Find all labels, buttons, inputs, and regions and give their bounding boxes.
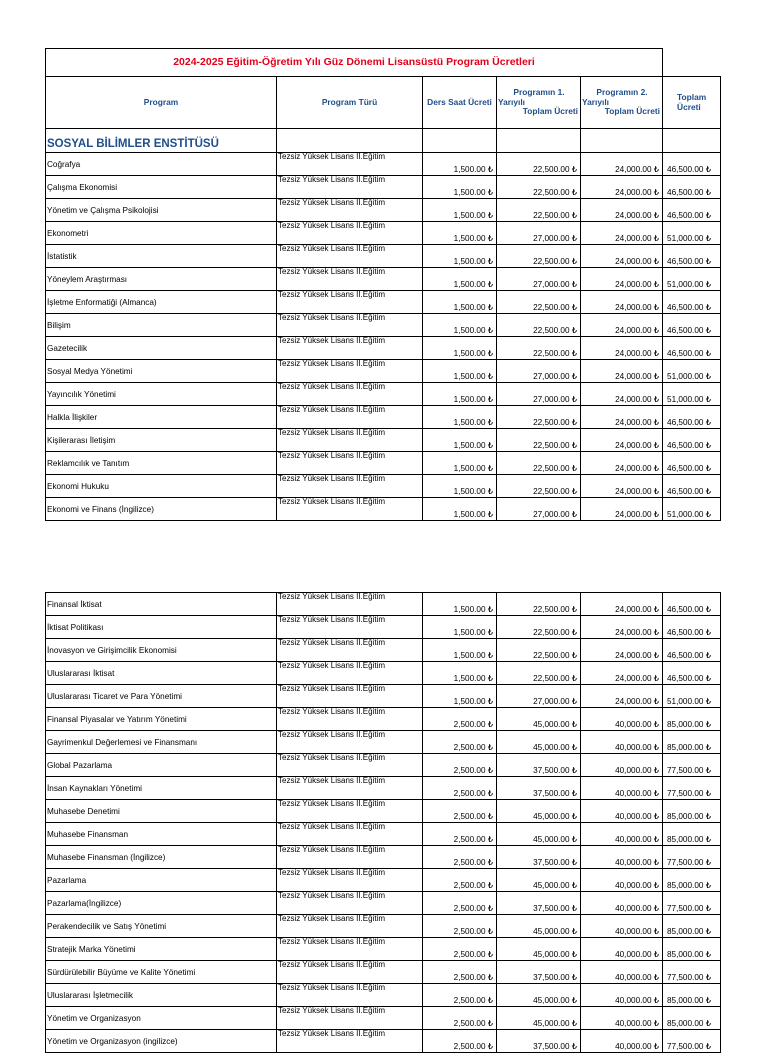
table-row xyxy=(46,199,721,222)
semester-2-fee-cell: 24,000.00 ₺ xyxy=(581,616,663,639)
total-fee-cell: 46,500.00 ₺ xyxy=(663,199,721,222)
title-blank-cell xyxy=(663,49,721,77)
total-fee-cell: 51,000.00 ₺ xyxy=(663,222,721,245)
program-type-cell: Tezsiz Yüksek Lisans II.Eğitim xyxy=(277,800,423,823)
program-name-cell: Gazetecilik xyxy=(46,337,277,360)
hourly-fee-cell: 1,500.00 ₺ xyxy=(423,452,497,475)
program-name-cell: Coğrafya xyxy=(46,153,277,176)
hourly-fee-cell: 2,500.00 ₺ xyxy=(423,823,497,846)
semester-2-fee-cell: 24,000.00 ₺ xyxy=(581,360,663,383)
semester-2-fee-cell: 24,000.00 ₺ xyxy=(581,593,663,616)
hourly-fee-cell: 2,500.00 ₺ xyxy=(423,938,497,961)
semester-1-fee-cell: 45,000.00 ₺ xyxy=(497,800,581,823)
program-name-cell: Finansal Piyasalar ve Yatırım Yönetimi xyxy=(46,708,277,731)
hourly-fee-cell: 1,500.00 ₺ xyxy=(423,314,497,337)
program-name-cell: Halkla İlişkiler xyxy=(46,406,277,429)
semester-2-fee-cell: 24,000.00 ₺ xyxy=(581,383,663,406)
table-row xyxy=(46,245,721,268)
total-fee-cell: 46,500.00 ₺ xyxy=(663,429,721,452)
hourly-fee-cell: 1,500.00 ₺ xyxy=(423,685,497,708)
program-type-cell: Tezsiz Yüksek Lisans II.Eğitim xyxy=(277,685,423,708)
section-row xyxy=(46,129,721,153)
program-name-cell: Sosyal Medya Yönetimi xyxy=(46,360,277,383)
semester-1-fee-cell: 45,000.00 ₺ xyxy=(497,823,581,846)
table-1-body xyxy=(46,153,721,521)
header-sem1-line3: Toplam Ücreti xyxy=(522,106,578,117)
hourly-fee-cell: 2,500.00 ₺ xyxy=(423,1007,497,1030)
semester-2-fee-cell: 24,000.00 ₺ xyxy=(581,176,663,199)
hourly-fee-cell: 2,500.00 ₺ xyxy=(423,1030,497,1053)
program-type-cell: Tezsiz Yüksek Lisans II.Eğitim xyxy=(277,452,423,475)
program-type-cell: Tezsiz Yüksek Lisans II.Eğitim xyxy=(277,869,423,892)
table-row xyxy=(46,314,721,337)
semester-1-fee-cell: 27,000.00 ₺ xyxy=(497,498,581,521)
table-row xyxy=(46,616,721,639)
table-row xyxy=(46,639,721,662)
table-row xyxy=(46,915,721,938)
section-empty-cell xyxy=(581,129,663,153)
program-type-cell: Tezsiz Yüksek Lisans II.Eğitim xyxy=(277,593,423,616)
hourly-fee-cell: 2,500.00 ₺ xyxy=(423,731,497,754)
table-row xyxy=(46,662,721,685)
program-type-cell: Tezsiz Yüksek Lisans II.Eğitim xyxy=(277,176,423,199)
program-name-cell: Yönetim ve Organizasyon (ingilizce) xyxy=(46,1030,277,1053)
table-row xyxy=(46,777,721,800)
semester-1-fee-cell: 37,500.00 ₺ xyxy=(497,892,581,915)
total-fee-cell: 46,500.00 ₺ xyxy=(663,337,721,360)
hourly-fee-cell: 1,500.00 ₺ xyxy=(423,153,497,176)
total-fee-cell: 85,000.00 ₺ xyxy=(663,708,721,731)
program-type-cell: Tezsiz Yüksek Lisans II.Eğitim xyxy=(277,777,423,800)
table-row xyxy=(46,846,721,869)
total-fee-cell: 77,500.00 ₺ xyxy=(663,777,721,800)
semester-1-fee-cell: 22,500.00 ₺ xyxy=(497,662,581,685)
table-row xyxy=(46,360,721,383)
semester-1-fee-cell: 27,000.00 ₺ xyxy=(497,360,581,383)
program-type-cell: Tezsiz Yüksek Lisans II.Eğitim xyxy=(277,915,423,938)
program-name-cell: İnsan Kaynakları Yönetimi xyxy=(46,777,277,800)
header-sem2-line3: Toplam Ücreti xyxy=(604,106,661,117)
header-sem2-line1: Programın 2. xyxy=(596,87,648,98)
section-empty-cell xyxy=(277,129,423,153)
hourly-fee-cell: 1,500.00 ₺ xyxy=(423,268,497,291)
program-type-cell: Tezsiz Yüksek Lisans II.Eğitim xyxy=(277,153,423,176)
program-name-cell: Ekonomi ve Finans (İngilizce) xyxy=(46,498,277,521)
program-name-cell: Muhasebe Finansman (İngilizce) xyxy=(46,846,277,869)
program-type-cell: Tezsiz Yüksek Lisans II.Eğitim xyxy=(277,337,423,360)
total-fee-cell: 85,000.00 ₺ xyxy=(663,800,721,823)
semester-2-fee-cell: 40,000.00 ₺ xyxy=(581,754,663,777)
total-fee-cell: 85,000.00 ₺ xyxy=(663,1007,721,1030)
total-fee-cell: 85,000.00 ₺ xyxy=(663,823,721,846)
semester-2-fee-cell: 24,000.00 ₺ xyxy=(581,268,663,291)
program-type-cell: Tezsiz Yüksek Lisans II.Eğitim xyxy=(277,754,423,777)
semester-2-fee-cell: 24,000.00 ₺ xyxy=(581,498,663,521)
table-row xyxy=(46,754,721,777)
table-row xyxy=(46,176,721,199)
table-row xyxy=(46,406,721,429)
total-fee-cell: 46,500.00 ₺ xyxy=(663,245,721,268)
semester-2-fee-cell: 40,000.00 ₺ xyxy=(581,846,663,869)
program-name-cell: Ekonomi Hukuku xyxy=(46,475,277,498)
semester-1-fee-cell: 22,500.00 ₺ xyxy=(497,314,581,337)
hourly-fee-cell: 2,500.00 ₺ xyxy=(423,984,497,1007)
table-row xyxy=(46,823,721,846)
table-row xyxy=(46,708,721,731)
hourly-fee-cell: 1,500.00 ₺ xyxy=(423,662,497,685)
total-fee-cell: 46,500.00 ₺ xyxy=(663,291,721,314)
program-name-cell: Muhasebe Finansman xyxy=(46,823,277,846)
total-fee-cell: 77,500.00 ₺ xyxy=(663,961,721,984)
semester-1-fee-cell: 27,000.00 ₺ xyxy=(497,383,581,406)
hourly-fee-cell: 1,500.00 ₺ xyxy=(423,429,497,452)
total-fee-cell: 85,000.00 ₺ xyxy=(663,869,721,892)
semester-1-fee-cell: 45,000.00 ₺ xyxy=(497,708,581,731)
program-name-cell: İşletme Enformatiği (Almanca) xyxy=(46,291,277,314)
hourly-fee-cell: 1,500.00 ₺ xyxy=(423,616,497,639)
program-type-cell: Tezsiz Yüksek Lisans II.Eğitim xyxy=(277,662,423,685)
column-header-row xyxy=(46,77,721,129)
semester-1-fee-cell: 37,500.00 ₺ xyxy=(497,777,581,800)
hourly-fee-cell: 2,500.00 ₺ xyxy=(423,846,497,869)
semester-2-fee-cell: 40,000.00 ₺ xyxy=(581,961,663,984)
total-fee-cell: 77,500.00 ₺ xyxy=(663,754,721,777)
table-row xyxy=(46,800,721,823)
program-name-cell: Uluslararası Ticaret ve Para Yönetimi xyxy=(46,685,277,708)
table-row xyxy=(46,498,721,521)
semester-1-fee-cell: 22,500.00 ₺ xyxy=(497,176,581,199)
program-name-cell: Uluslararası İktisat xyxy=(46,662,277,685)
program-name-cell: İstatistik xyxy=(46,245,277,268)
header-sem2-line2: Yarıyılı xyxy=(582,96,610,107)
table-row xyxy=(46,153,721,176)
section-empty-cell xyxy=(423,129,497,153)
header-sem1-line2: Yarıyılı xyxy=(498,96,526,107)
semester-1-fee-cell: 27,000.00 ₺ xyxy=(497,268,581,291)
program-name-cell: Perakendecilik ve Satış Yönetimi xyxy=(46,915,277,938)
semester-1-fee-cell: 22,500.00 ₺ xyxy=(497,291,581,314)
semester-2-fee-cell: 40,000.00 ₺ xyxy=(581,938,663,961)
semester-2-fee-cell: 40,000.00 ₺ xyxy=(581,800,663,823)
semester-2-fee-cell: 40,000.00 ₺ xyxy=(581,731,663,754)
semester-1-fee-cell: 45,000.00 ₺ xyxy=(497,938,581,961)
table-row xyxy=(46,429,721,452)
hourly-fee-cell: 1,500.00 ₺ xyxy=(423,475,497,498)
program-name-cell: Uluslararası İşletmecilik xyxy=(46,984,277,1007)
program-name-cell: Kişilerarası İletişim xyxy=(46,429,277,452)
semester-1-fee-cell: 45,000.00 ₺ xyxy=(497,1007,581,1030)
semester-2-fee-cell: 24,000.00 ₺ xyxy=(581,452,663,475)
hourly-fee-cell: 1,500.00 ₺ xyxy=(423,291,497,314)
semester-2-fee-cell: 24,000.00 ₺ xyxy=(581,337,663,360)
program-type-cell: Tezsiz Yüksek Lisans II.Eğitim xyxy=(277,639,423,662)
program-type-cell: Tezsiz Yüksek Lisans II.Eğitim xyxy=(277,961,423,984)
program-name-cell: Global Pazarlama xyxy=(46,754,277,777)
table-row xyxy=(46,869,721,892)
header-semester-2-total xyxy=(581,77,663,129)
table-row xyxy=(46,452,721,475)
semester-1-fee-cell: 45,000.00 ₺ xyxy=(497,915,581,938)
semester-1-fee-cell: 37,500.00 ₺ xyxy=(497,846,581,869)
semester-1-fee-cell: 37,500.00 ₺ xyxy=(497,961,581,984)
program-type-cell: Tezsiz Yüksek Lisans II.Eğitim xyxy=(277,846,423,869)
program-type-cell: Tezsiz Yüksek Lisans II.Eğitim xyxy=(277,429,423,452)
program-name-cell: Stratejik Marka Yönetimi xyxy=(46,938,277,961)
semester-1-fee-cell: 27,000.00 ₺ xyxy=(497,222,581,245)
semester-2-fee-cell: 40,000.00 ₺ xyxy=(581,984,663,1007)
program-name-cell: Gayrimenkul Değerlemesi ve Finansmanı xyxy=(46,731,277,754)
hourly-fee-cell: 2,500.00 ₺ xyxy=(423,708,497,731)
total-fee-cell: 85,000.00 ₺ xyxy=(663,938,721,961)
program-type-cell: Tezsiz Yüksek Lisans II.Eğitim xyxy=(277,823,423,846)
total-fee-cell: 46,500.00 ₺ xyxy=(663,452,721,475)
semester-2-fee-cell: 24,000.00 ₺ xyxy=(581,406,663,429)
semester-2-fee-cell: 40,000.00 ₺ xyxy=(581,892,663,915)
total-fee-cell: 51,000.00 ₺ xyxy=(663,498,721,521)
hourly-fee-cell: 1,500.00 ₺ xyxy=(423,593,497,616)
table-row xyxy=(46,1030,721,1053)
table-row xyxy=(46,593,721,616)
semester-1-fee-cell: 37,500.00 ₺ xyxy=(497,754,581,777)
program-name-cell: Yayıncılık Yönetimi xyxy=(46,383,277,406)
fee-table-page-bottom xyxy=(45,592,721,1053)
program-name-cell: Yöneylem Araştırması xyxy=(46,268,277,291)
hourly-fee-cell: 2,500.00 ₺ xyxy=(423,800,497,823)
hourly-fee-cell: 1,500.00 ₺ xyxy=(423,383,497,406)
semester-2-fee-cell: 40,000.00 ₺ xyxy=(581,915,663,938)
total-fee-cell: 46,500.00 ₺ xyxy=(663,153,721,176)
hourly-fee-cell: 1,500.00 ₺ xyxy=(423,360,497,383)
semester-1-fee-cell: 22,500.00 ₺ xyxy=(497,452,581,475)
total-fee-cell: 51,000.00 ₺ xyxy=(663,268,721,291)
semester-2-fee-cell: 24,000.00 ₺ xyxy=(581,639,663,662)
hourly-fee-cell: 1,500.00 ₺ xyxy=(423,337,497,360)
program-type-cell: Tezsiz Yüksek Lisans II.Eğitim xyxy=(277,616,423,639)
semester-2-fee-cell: 24,000.00 ₺ xyxy=(581,245,663,268)
header-semester-1-total xyxy=(497,77,581,129)
semester-2-fee-cell: 24,000.00 ₺ xyxy=(581,291,663,314)
semester-1-fee-cell: 22,500.00 ₺ xyxy=(497,593,581,616)
program-type-cell: Tezsiz Yüksek Lisans II.Eğitim xyxy=(277,984,423,1007)
semester-1-fee-cell: 22,500.00 ₺ xyxy=(497,245,581,268)
total-fee-cell: 46,500.00 ₺ xyxy=(663,406,721,429)
program-name-cell: Yönetim ve Çalışma Psikolojisi xyxy=(46,199,277,222)
total-fee-cell: 46,500.00 ₺ xyxy=(663,639,721,662)
total-fee-cell: 46,500.00 ₺ xyxy=(663,314,721,337)
hourly-fee-cell: 2,500.00 ₺ xyxy=(423,915,497,938)
program-type-cell: Tezsiz Yüksek Lisans II.Eğitim xyxy=(277,199,423,222)
program-type-cell: Tezsiz Yüksek Lisans II.Eğitim xyxy=(277,892,423,915)
total-fee-cell: 46,500.00 ₺ xyxy=(663,475,721,498)
hourly-fee-cell: 1,500.00 ₺ xyxy=(423,406,497,429)
program-name-cell: Ekonometri xyxy=(46,222,277,245)
program-name-cell: Muhasebe Denetimi xyxy=(46,800,277,823)
semester-2-fee-cell: 40,000.00 ₺ xyxy=(581,777,663,800)
hourly-fee-cell: 2,500.00 ₺ xyxy=(423,754,497,777)
semester-1-fee-cell: 22,500.00 ₺ xyxy=(497,199,581,222)
hourly-fee-cell: 2,500.00 ₺ xyxy=(423,961,497,984)
semester-1-fee-cell: 22,500.00 ₺ xyxy=(497,639,581,662)
program-type-cell: Tezsiz Yüksek Lisans II.Eğitim xyxy=(277,268,423,291)
table-row xyxy=(46,984,721,1007)
hourly-fee-cell: 2,500.00 ₺ xyxy=(423,869,497,892)
total-fee-cell: 51,000.00 ₺ xyxy=(663,383,721,406)
program-type-cell: Tezsiz Yüksek Lisans II.Eğitim xyxy=(277,1007,423,1030)
document-title: 2024-2025 Eğitim-Öğretim Yılı Güz Dönemi Lisansüstü Program Ücretleri xyxy=(46,49,663,77)
total-fee-cell: 51,000.00 ₺ xyxy=(663,685,721,708)
semester-2-fee-cell: 24,000.00 ₺ xyxy=(581,199,663,222)
semester-1-fee-cell: 22,500.00 ₺ xyxy=(497,337,581,360)
semester-1-fee-cell: 45,000.00 ₺ xyxy=(497,731,581,754)
header-total-line2: Ücreti xyxy=(677,101,701,112)
program-type-cell: Tezsiz Yüksek Lisans II.Eğitim xyxy=(277,222,423,245)
semester-1-fee-cell: 22,500.00 ₺ xyxy=(497,406,581,429)
semester-2-fee-cell: 24,000.00 ₺ xyxy=(581,314,663,337)
table-row xyxy=(46,1007,721,1030)
program-type-cell: Tezsiz Yüksek Lisans II.Eğitim xyxy=(277,1030,423,1053)
total-fee-cell: 85,000.00 ₺ xyxy=(663,915,721,938)
hourly-fee-cell: 1,500.00 ₺ xyxy=(423,245,497,268)
total-fee-cell: 77,500.00 ₺ xyxy=(663,846,721,869)
total-fee-cell: 46,500.00 ₺ xyxy=(663,616,721,639)
header-program-type: Program Türü xyxy=(277,77,423,129)
table-row xyxy=(46,892,721,915)
program-type-cell: Tezsiz Yüksek Lisans II.Eğitim xyxy=(277,291,423,314)
table-row xyxy=(46,731,721,754)
section-title: SOSYAL BİLİMLER ENSTİTÜSÜ xyxy=(46,129,277,153)
semester-2-fee-cell: 40,000.00 ₺ xyxy=(581,823,663,846)
total-fee-cell: 46,500.00 ₺ xyxy=(663,662,721,685)
header-hourly-fee: Ders Saat Ücreti xyxy=(423,77,497,129)
semester-1-fee-cell: 37,500.00 ₺ xyxy=(497,1030,581,1053)
program-type-cell: Tezsiz Yüksek Lisans II.Eğitim xyxy=(277,938,423,961)
table-row xyxy=(46,685,721,708)
semester-2-fee-cell: 40,000.00 ₺ xyxy=(581,708,663,731)
program-name-cell: Pazarlama xyxy=(46,869,277,892)
semester-1-fee-cell: 45,000.00 ₺ xyxy=(497,869,581,892)
semester-2-fee-cell: 40,000.00 ₺ xyxy=(581,1007,663,1030)
program-type-cell: Tezsiz Yüksek Lisans II.Eğitim xyxy=(277,475,423,498)
total-fee-cell: 77,500.00 ₺ xyxy=(663,1030,721,1053)
program-name-cell: İnovasyon ve Girişimcilik Ekonomisi xyxy=(46,639,277,662)
section-empty-cell xyxy=(663,129,721,153)
program-name-cell: Finansal İktisat xyxy=(46,593,277,616)
table-row xyxy=(46,222,721,245)
hourly-fee-cell: 1,500.00 ₺ xyxy=(423,199,497,222)
program-type-cell: Tezsiz Yüksek Lisans II.Eğitim xyxy=(277,708,423,731)
semester-1-fee-cell: 22,500.00 ₺ xyxy=(497,429,581,452)
program-name-cell: İktisat Politikası xyxy=(46,616,277,639)
semester-2-fee-cell: 24,000.00 ₺ xyxy=(581,222,663,245)
total-fee-cell: 85,000.00 ₺ xyxy=(663,731,721,754)
table-row xyxy=(46,938,721,961)
program-name-cell: Pazarlama(İngilizce) xyxy=(46,892,277,915)
semester-1-fee-cell: 27,000.00 ₺ xyxy=(497,685,581,708)
total-fee-cell: 46,500.00 ₺ xyxy=(663,593,721,616)
semester-1-fee-cell: 22,500.00 ₺ xyxy=(497,616,581,639)
program-name-cell: Yönetim ve Organizasyon xyxy=(46,1007,277,1030)
program-name-cell: Çalışma Ekonomisi xyxy=(46,176,277,199)
semester-2-fee-cell: 24,000.00 ₺ xyxy=(581,153,663,176)
program-name-cell: Bilişim xyxy=(46,314,277,337)
hourly-fee-cell: 2,500.00 ₺ xyxy=(423,892,497,915)
header-total-fee xyxy=(663,77,721,129)
semester-2-fee-cell: 24,000.00 ₺ xyxy=(581,475,663,498)
table-row xyxy=(46,383,721,406)
semester-2-fee-cell: 24,000.00 ₺ xyxy=(581,662,663,685)
program-type-cell: Tezsiz Yüksek Lisans II.Eğitim xyxy=(277,383,423,406)
table-row xyxy=(46,475,721,498)
section-empty-cell xyxy=(497,129,581,153)
hourly-fee-cell: 1,500.00 ₺ xyxy=(423,498,497,521)
fee-table-page-top xyxy=(45,48,721,521)
program-name-cell: Reklamcılık ve Tanıtım xyxy=(46,452,277,475)
program-type-cell: Tezsiz Yüksek Lisans II.Eğitim xyxy=(277,731,423,754)
table-row xyxy=(46,291,721,314)
table-2-body xyxy=(46,593,721,1053)
total-fee-cell: 85,000.00 ₺ xyxy=(663,984,721,1007)
program-type-cell: Tezsiz Yüksek Lisans II.Eğitim xyxy=(277,360,423,383)
total-fee-cell: 51,000.00 ₺ xyxy=(663,360,721,383)
program-name-cell: Sürdürülebilir Büyüme ve Kalite Yönetimi xyxy=(46,961,277,984)
header-sem1-line1: Programın 1. xyxy=(513,87,565,98)
semester-1-fee-cell: 22,500.00 ₺ xyxy=(497,153,581,176)
table-row xyxy=(46,337,721,360)
total-fee-cell: 77,500.00 ₺ xyxy=(663,892,721,915)
total-fee-cell: 46,500.00 ₺ xyxy=(663,176,721,199)
hourly-fee-cell: 1,500.00 ₺ xyxy=(423,222,497,245)
semester-1-fee-cell: 45,000.00 ₺ xyxy=(497,984,581,1007)
header-total-line1: Toplam xyxy=(677,91,707,102)
program-type-cell: Tezsiz Yüksek Lisans II.Eğitim xyxy=(277,498,423,521)
table-row xyxy=(46,961,721,984)
semester-1-fee-cell: 22,500.00 ₺ xyxy=(497,475,581,498)
hourly-fee-cell: 1,500.00 ₺ xyxy=(423,639,497,662)
program-type-cell: Tezsiz Yüksek Lisans II.Eğitim xyxy=(277,245,423,268)
semester-2-fee-cell: 40,000.00 ₺ xyxy=(581,1030,663,1053)
semester-2-fee-cell: 24,000.00 ₺ xyxy=(581,429,663,452)
program-type-cell: Tezsiz Yüksek Lisans II.Eğitim xyxy=(277,406,423,429)
semester-2-fee-cell: 24,000.00 ₺ xyxy=(581,685,663,708)
semester-2-fee-cell: 40,000.00 ₺ xyxy=(581,869,663,892)
hourly-fee-cell: 2,500.00 ₺ xyxy=(423,777,497,800)
program-type-cell: Tezsiz Yüksek Lisans II.Eğitim xyxy=(277,314,423,337)
header-program: Program xyxy=(46,77,277,129)
table-row xyxy=(46,268,721,291)
hourly-fee-cell: 1,500.00 ₺ xyxy=(423,176,497,199)
